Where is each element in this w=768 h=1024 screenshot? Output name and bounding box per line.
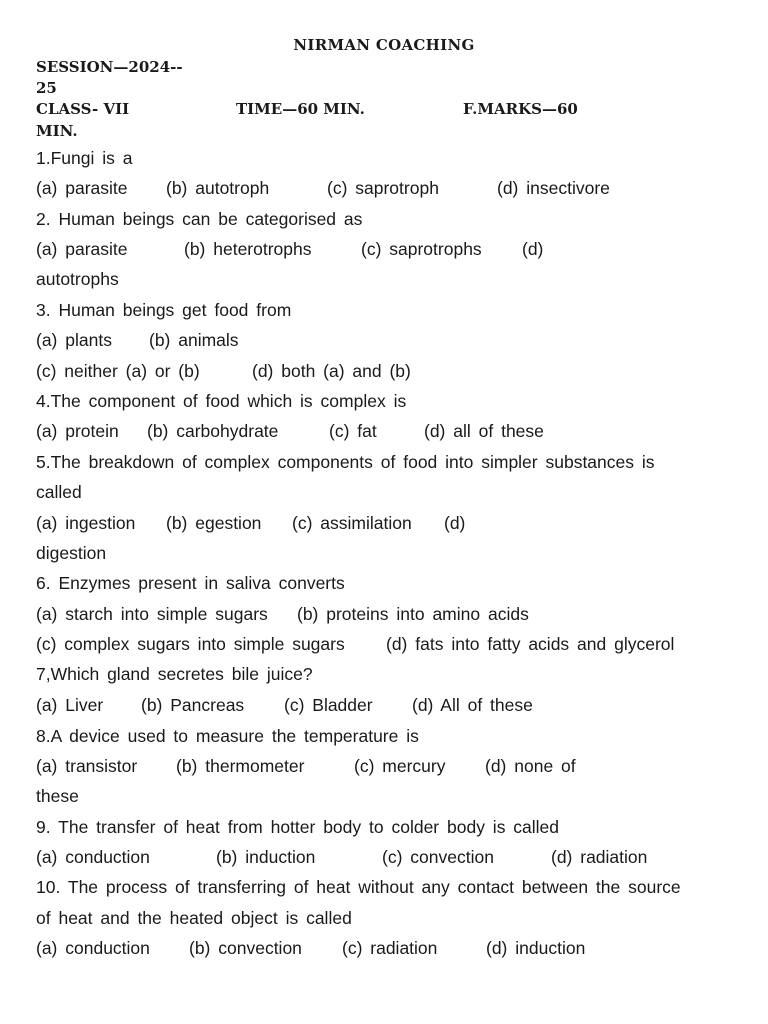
option-a: (a) protein xyxy=(36,421,119,441)
question-10-continued: of heat and the heated object is called xyxy=(36,908,352,928)
option-a: (a) parasite xyxy=(36,239,128,259)
question-8: 8.A device used to measure the temperature is xyxy=(36,726,419,746)
option-b: (b) convection xyxy=(189,938,302,958)
question-7: 7,Which gland secretes bile juice? xyxy=(36,664,313,684)
option-c: (c) saprotrophs xyxy=(361,239,482,259)
question-9: 9. The transfer of heat from hotter body to colder body is called xyxy=(36,817,560,837)
minutes-label: MIN. xyxy=(36,122,78,140)
option-d-continued: autotrophs xyxy=(36,269,119,289)
option-c: (c) assimilation xyxy=(292,513,412,533)
option-a: (a) transistor xyxy=(36,756,138,776)
time-label: TIME—60 MIN. xyxy=(236,100,365,118)
option-d: (d) none of xyxy=(485,756,576,776)
option-d: (d) xyxy=(522,239,544,259)
option-a: (a) Liver xyxy=(36,695,104,715)
question-5-continued: called xyxy=(36,482,82,502)
question-6: 6. Enzymes present in saliva converts xyxy=(36,573,345,593)
option-d: (d) both (a) and (b) xyxy=(252,361,411,381)
option-a: (a) ingestion xyxy=(36,513,136,533)
page-title: NIRMAN COACHING xyxy=(293,36,475,54)
option-b: (b) proteins into amino acids xyxy=(297,604,529,624)
option-a: (a) conduction xyxy=(36,847,150,867)
option-c: (c) fat xyxy=(329,421,377,441)
option-b: (b) induction xyxy=(216,847,316,867)
option-d: (d) insectivore xyxy=(497,178,610,198)
option-d-continued: these xyxy=(36,786,79,806)
option-b: (b) heterotrophs xyxy=(184,239,312,259)
option-d: (d) xyxy=(444,513,466,533)
option-a: (a) plants xyxy=(36,330,112,350)
option-d: (d) all of these xyxy=(424,421,544,441)
session-year-end: 25 xyxy=(36,79,57,97)
option-a: (a) parasite xyxy=(36,178,128,198)
question-3: 3. Human beings get food from xyxy=(36,300,292,320)
option-a: (a) conduction xyxy=(36,938,150,958)
option-b: (b) autotroph xyxy=(166,178,270,198)
option-d: (d) fats into fatty acids and glycerol xyxy=(386,634,675,654)
option-c: (c) radiation xyxy=(342,938,438,958)
question-5: 5.The breakdown of complex components of food into simpler substances is xyxy=(36,452,655,472)
class-label: CLASS- VII xyxy=(36,100,130,118)
option-c: (c) mercury xyxy=(354,756,446,776)
option-d-continued: digestion xyxy=(36,543,107,563)
option-d: (d) All of these xyxy=(412,695,533,715)
option-a: (a) starch into simple sugars xyxy=(36,604,268,624)
option-b: (b) Pancreas xyxy=(141,695,245,715)
option-d: (d) radiation xyxy=(551,847,648,867)
option-c: (c) complex sugars into simple sugars xyxy=(36,634,345,654)
option-c: (c) convection xyxy=(382,847,494,867)
question-1: 1.Fungi is a xyxy=(36,148,133,168)
option-b: (b) carbohydrate xyxy=(147,421,279,441)
question-10: 10. The process of transferring of heat without any contact between the source xyxy=(36,877,681,897)
session-label: SESSION—2024-- xyxy=(36,58,183,76)
option-b: (b) egestion xyxy=(166,513,262,533)
option-c: (c) Bladder xyxy=(284,695,373,715)
option-c: (c) neither (a) or (b) xyxy=(36,361,200,381)
option-b: (b) thermometer xyxy=(176,756,305,776)
option-c: (c) saprotroph xyxy=(327,178,439,198)
question-2: 2. Human beings can be categorised as xyxy=(36,209,363,229)
question-4: 4.The component of food which is complex is xyxy=(36,391,407,411)
option-d: (d) induction xyxy=(486,938,586,958)
option-b: (b) animals xyxy=(149,330,239,350)
full-marks-label: F.MARKS—60 xyxy=(463,100,578,118)
